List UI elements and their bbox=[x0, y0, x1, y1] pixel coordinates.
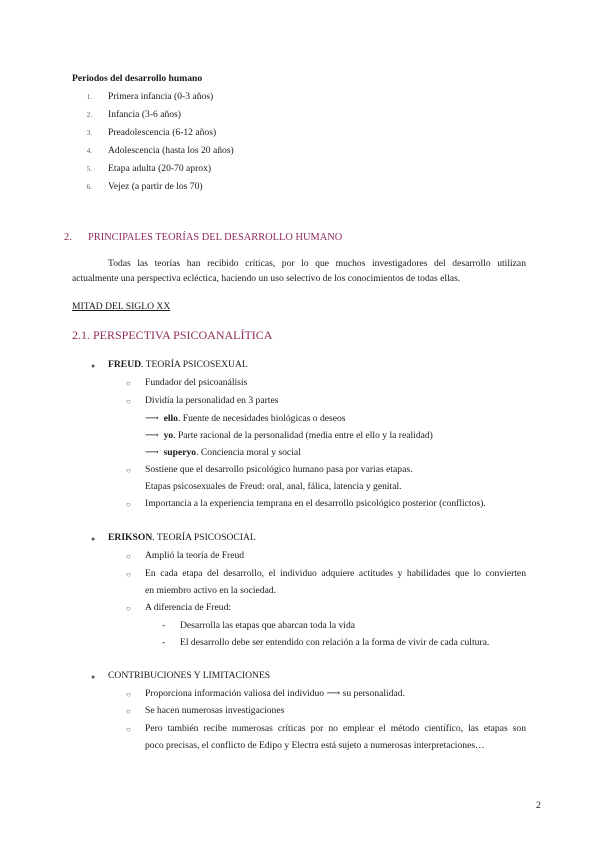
list-item-continuation: poco precisas, el conflicto de Edipo y Electra está sujeto a numerosas interpretaciones… bbox=[145, 740, 485, 751]
list-item: Infancia (3-6 años) bbox=[108, 109, 181, 120]
list-number: 1. bbox=[86, 93, 92, 101]
list-item: Pero también recibe numerosas críticas por no emplear el método científico, las etapas son bbox=[145, 723, 526, 734]
list-item: Amplió la teoría de Freud bbox=[145, 550, 245, 561]
yo-desc: . Parte racional de la personalidad (media entre el ello y la realidad) bbox=[173, 430, 433, 441]
bullet-icon: ● bbox=[91, 362, 96, 370]
page-number: 2 bbox=[536, 800, 541, 811]
freud-name: FREUD bbox=[108, 359, 142, 370]
circle-bullet-icon: ○ bbox=[126, 552, 131, 561]
list-number: 4. bbox=[86, 147, 92, 155]
circle-bullet-icon: ○ bbox=[126, 604, 131, 613]
list-item bbox=[145, 688, 405, 700]
contrib-text-end: su personalidad. bbox=[342, 688, 405, 699]
yo-line bbox=[145, 430, 433, 442]
erikson-theory: . TEORÍA PSICOSOCIAL bbox=[152, 532, 256, 543]
list-item: A diferencia de Freud: bbox=[145, 602, 232, 613]
list-item: El desarrollo debe ser entendido con relación a la forma de vivir de cada cultura. bbox=[180, 637, 490, 648]
circle-bullet-icon: ○ bbox=[126, 500, 131, 509]
erikson-name: ERIKSON bbox=[108, 532, 153, 543]
list-item: En cada etapa del desarrollo, el individuo adquiere actitudes y habilidades que lo convierten bbox=[145, 568, 526, 579]
superyo-desc: . Conciencia moral y social bbox=[196, 447, 301, 458]
arrow-icon: ⟶ bbox=[145, 430, 159, 441]
yo-term: yo bbox=[163, 430, 174, 441]
list-number: 2. bbox=[86, 111, 92, 119]
list-item: Etapa adulta (20-70 aprox) bbox=[108, 163, 212, 174]
paragraph-line: actualmente una perspectiva ecléctica, haciendo un uso selectivo de los conocimientos de todas ellas. bbox=[72, 273, 461, 284]
list-item: Importancia a la experiencia temprana en el desarrollo psicológico posterior (conflictos). bbox=[145, 498, 486, 509]
bullet-icon: ● bbox=[91, 673, 96, 681]
list-item: Fundador del psicoanálisis bbox=[145, 377, 248, 388]
list-item: Vejez (a partir de los 70) bbox=[108, 181, 203, 192]
arrow-icon: ⟶ bbox=[145, 413, 159, 424]
periods-title: Periodos del desarrollo humano bbox=[72, 73, 203, 84]
list-item: Se hacen numerosas investigaciones bbox=[145, 705, 285, 716]
circle-bullet-icon: ○ bbox=[126, 466, 131, 475]
circle-bullet-icon: ○ bbox=[126, 379, 131, 388]
contrib-heading: CONTRIBUCIONES Y LIMITACIONES bbox=[108, 670, 271, 681]
ello-term: ello bbox=[163, 413, 178, 424]
contrib-text: Proporciona información valiosa del individuo bbox=[145, 688, 325, 699]
subsection-heading: 2.1. PERSPECTIVA PSICOANALÍTICA bbox=[72, 328, 273, 342]
list-item: Sostiene que el desarrollo psicológico humano pasa por varias etapas. bbox=[145, 464, 413, 475]
arrow-icon: ⟶ bbox=[326, 688, 341, 699]
circle-bullet-icon: ○ bbox=[126, 707, 131, 716]
list-item: Primera infancia (0-3 años) bbox=[108, 91, 214, 102]
circle-bullet-icon: ○ bbox=[126, 570, 131, 579]
circle-bullet-icon: ○ bbox=[126, 397, 131, 406]
bullet-icon: ● bbox=[91, 535, 96, 543]
dash-bullet-icon: - bbox=[162, 620, 166, 631]
paragraph-line: Todas las teorías han recibido críticas, por lo que muchos investigadores del desarrollo utilizan bbox=[108, 258, 526, 269]
period-label: MITAD DEL SIGLO XX bbox=[72, 301, 171, 312]
section-number: 2. bbox=[64, 232, 72, 243]
circle-bullet-icon: ○ bbox=[126, 725, 131, 734]
list-item-continuation: Etapas psicosexuales de Freud: oral, anal, fálica, latencia y genital. bbox=[145, 481, 402, 492]
list-item: Desarrolla las etapas que abarcan toda la vida bbox=[180, 620, 356, 631]
circle-bullet-icon: ○ bbox=[126, 690, 131, 699]
ello-line bbox=[145, 413, 346, 425]
list-number: 5. bbox=[86, 165, 92, 173]
section-heading: PRINCIPALES TEORÍAS DEL DESARROLLO HUMANO bbox=[88, 232, 343, 243]
list-item: Adolescencia (hasta los 20 años) bbox=[108, 145, 234, 156]
arrow-icon: ⟶ bbox=[145, 447, 159, 458]
list-item: Preadolescencia (6-12 años) bbox=[108, 127, 217, 138]
ello-desc: . Fuente de necesidades biológicas o deseos bbox=[177, 413, 346, 424]
list-item-continuation: en miembro activo en la sociedad. bbox=[145, 585, 277, 596]
freud-heading bbox=[108, 359, 248, 371]
freud-theory: . TEORÍA PSICOSEXUAL bbox=[141, 359, 248, 370]
list-item: Dividía la personalidad en 3 partes bbox=[145, 395, 279, 406]
erikson-heading bbox=[108, 532, 256, 544]
superyo-line bbox=[145, 447, 301, 459]
superyo-term: superyo bbox=[163, 447, 197, 458]
list-number: 6. bbox=[86, 183, 92, 191]
dash-bullet-icon: - bbox=[162, 637, 166, 648]
list-number: 3. bbox=[86, 129, 92, 137]
